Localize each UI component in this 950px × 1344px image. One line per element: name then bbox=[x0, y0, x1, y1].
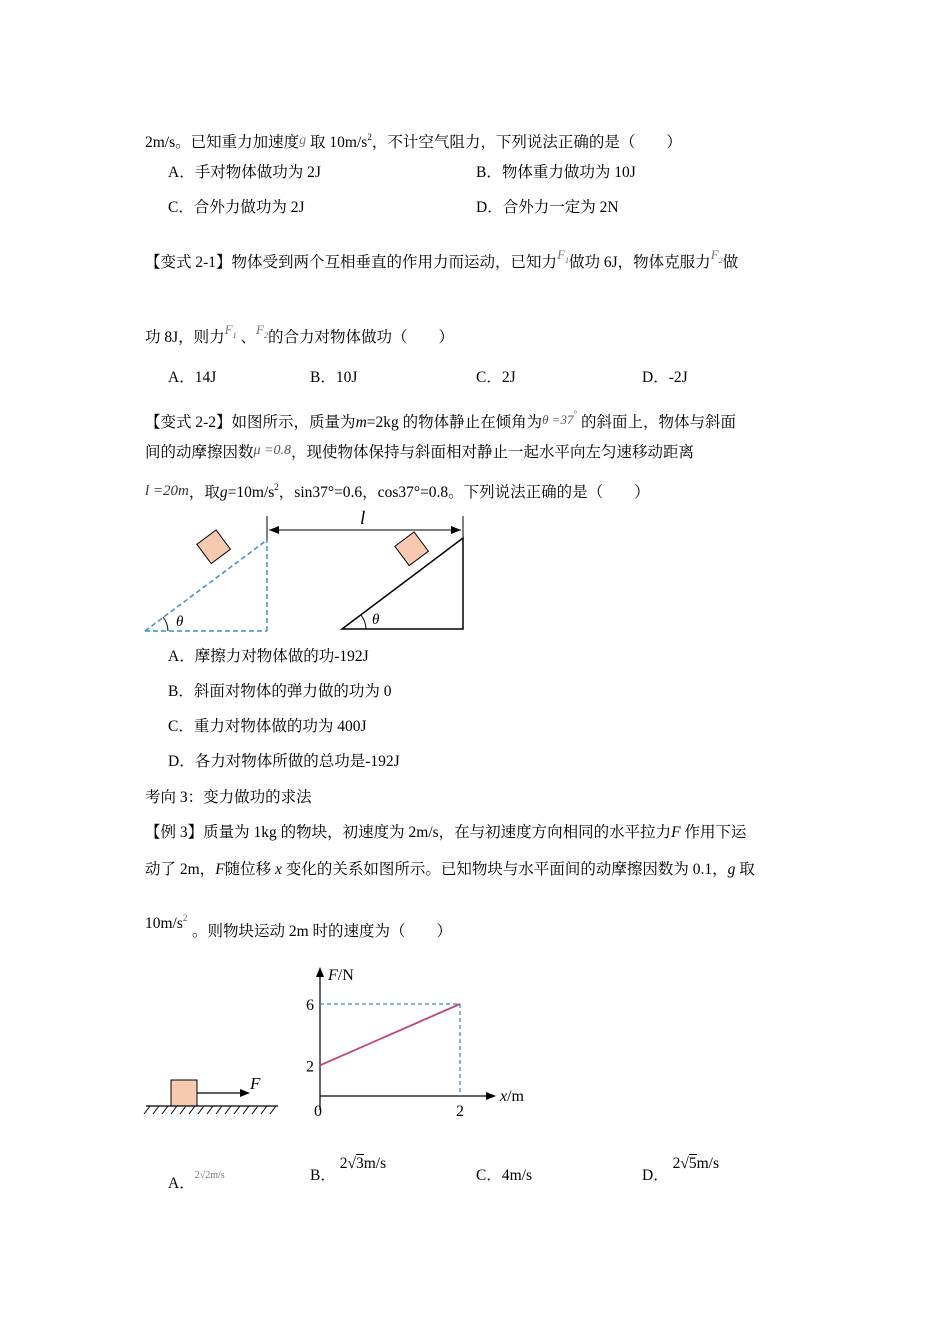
l-equation: l =20m bbox=[145, 483, 189, 499]
v22-option-b[interactable]: B．斜面对物体的弹力做的功为 0 bbox=[168, 683, 392, 700]
distance-label: l bbox=[360, 508, 366, 529]
hatch-line bbox=[252, 1106, 258, 1114]
v21-option-b[interactable]: B．10J bbox=[310, 369, 358, 386]
force-line bbox=[320, 1004, 460, 1065]
ex3-line2-c: 变化的关系如图所示。已知物块与水平面间的动摩擦因数为 0.1， bbox=[285, 861, 728, 878]
v21-text-b: 做功 6J，物体克服力 bbox=[569, 254, 711, 271]
example-3-line2 bbox=[145, 860, 755, 880]
ex3-option-b-value: 2√3m/s bbox=[339, 1155, 387, 1172]
ex3-option-a-label: A． bbox=[168, 1175, 195, 1192]
g-symbol: g bbox=[299, 133, 307, 148]
force-arrow-head bbox=[240, 1089, 250, 1097]
g-symbol-2: g bbox=[219, 484, 228, 501]
hatch-line bbox=[234, 1106, 240, 1114]
hatch-line bbox=[162, 1106, 168, 1114]
ex3-line2-a: 动了 2m， bbox=[145, 861, 216, 878]
ex3-option-d[interactable] bbox=[642, 1155, 719, 1186]
variant-2-1-line1 bbox=[145, 245, 738, 273]
f-symbol-2: F bbox=[215, 861, 225, 878]
dashed-block bbox=[197, 530, 231, 564]
m-symbol: m bbox=[355, 414, 367, 431]
theta-equation: θ =37° bbox=[542, 409, 578, 427]
v22-line2-a: 间的动摩擦因数 bbox=[145, 444, 254, 461]
v22-line2-b: ，现使物体保持与斜面相对静止一起水平向左匀速移动距离 bbox=[291, 444, 695, 461]
f2-symbol-2: F2 bbox=[256, 322, 268, 340]
origin-label: 0 bbox=[314, 1103, 322, 1120]
example-3-line3b: 。则物块运动 2m 时的速度为（ ） bbox=[192, 923, 453, 940]
x-axis-arrow bbox=[486, 1092, 496, 1100]
y-axis-label: F/N bbox=[328, 967, 354, 984]
f1-symbol-2: F1 bbox=[224, 322, 237, 340]
hatch-line bbox=[171, 1106, 177, 1114]
hatch-line bbox=[153, 1106, 159, 1114]
v22-option-a[interactable]: A．摩擦力对物体做的功-192J bbox=[168, 648, 369, 665]
ex3-line2-b: 随位移 bbox=[224, 861, 272, 878]
v21-line2-b: 的合力对物体做功（ ） bbox=[267, 329, 454, 346]
v21-text-a: 物体受到两个互相垂直的作用力而运动，已知力 bbox=[231, 254, 558, 271]
dimension-arrow-left bbox=[269, 526, 279, 534]
v22-line3-b: =10m/s bbox=[227, 484, 275, 501]
ex3-option-b[interactable] bbox=[310, 1155, 387, 1186]
v22-line3-a: ，取 bbox=[188, 484, 220, 501]
ex3-text-a: 质量为 1kg 的物块，初速度为 2m/s，在与初速度方向相同的水平拉力 bbox=[203, 824, 672, 841]
g-symbol-3: g bbox=[727, 861, 736, 878]
v22-text-c: 的斜面上，物体与斜面 bbox=[581, 414, 737, 431]
incline-figure bbox=[140, 510, 480, 640]
prev-text-b: 取 10m/s bbox=[310, 134, 368, 151]
example-3-line3a bbox=[145, 908, 187, 934]
block-diagram bbox=[140, 1075, 290, 1125]
variant-2-2-line3 bbox=[145, 477, 650, 503]
x-axis-label: x/m bbox=[500, 1088, 524, 1105]
dimension-arrow-right bbox=[451, 526, 461, 534]
prev-option-a[interactable]: A．手对物体做功为 2J bbox=[168, 164, 321, 181]
hatch-line bbox=[189, 1106, 195, 1114]
hatch-line bbox=[270, 1106, 276, 1114]
ex3-option-d-label: D． bbox=[642, 1167, 669, 1184]
ex3-text-b: 作用下运 bbox=[684, 824, 747, 841]
hatch-line bbox=[207, 1106, 213, 1114]
v21-option-a[interactable]: A．14J bbox=[168, 369, 217, 386]
v21-text-c: 做 bbox=[722, 254, 739, 271]
hatch-line bbox=[261, 1106, 267, 1114]
f1-symbol: F1 bbox=[557, 247, 570, 265]
sup-2: 2 bbox=[367, 132, 372, 142]
f2-symbol: F2 bbox=[710, 247, 723, 265]
hatch-line bbox=[198, 1106, 204, 1114]
prev-text-c: ，不计空气阻力，下列说法正确的是（ ） bbox=[371, 134, 682, 151]
theta-label-dashed: θ bbox=[176, 614, 184, 630]
example-3-tag: 【例 3】 bbox=[145, 824, 204, 841]
ex3-line2-d: 取 bbox=[739, 861, 755, 878]
ex3-option-d-value: 2√5m/s bbox=[672, 1155, 719, 1172]
sup-2c: 2 bbox=[182, 913, 188, 923]
sup-2b: 2 bbox=[274, 482, 279, 492]
variant-2-2-tag: 【变式 2-2】 bbox=[145, 414, 232, 431]
variant-2-1-tag: 【变式 2-1】 bbox=[145, 254, 232, 271]
ex3-option-a-value: 2√2m/s bbox=[194, 1170, 225, 1181]
v22-option-c[interactable]: C．重力对物体做的功为 400J bbox=[168, 718, 367, 735]
x-symbol: x bbox=[275, 861, 282, 878]
section-heading-3: 考向 3：变力做功的求法 bbox=[145, 789, 312, 806]
v21-option-d[interactable]: D．-2J bbox=[642, 369, 688, 386]
v22-option-d[interactable]: D．各力对物体所做的总功是-192J bbox=[168, 753, 400, 770]
ex3-option-b-label: B． bbox=[310, 1167, 336, 1184]
variant-2-2-line2 bbox=[145, 441, 694, 463]
prev-question-line bbox=[145, 127, 682, 153]
v22-text-b: =2kg 的物体静止在倾角为 bbox=[366, 414, 543, 431]
solid-block bbox=[395, 532, 429, 566]
v21-option-c[interactable]: C．2J bbox=[476, 369, 516, 386]
prev-option-b[interactable]: B．物体重力做功为 10J bbox=[476, 164, 636, 181]
mu-equation: μ =0.8 bbox=[253, 443, 291, 458]
ground-hatching bbox=[144, 1106, 276, 1114]
v21-sep: 、 bbox=[240, 329, 257, 346]
f-symbol: F bbox=[671, 824, 681, 841]
variant-2-1-line2 bbox=[145, 320, 454, 348]
ex3-option-a[interactable] bbox=[168, 1166, 225, 1194]
prev-option-c[interactable]: C．合外力做功为 2J bbox=[168, 199, 305, 216]
v21-line2-a: 功 8J，则力 bbox=[145, 329, 225, 346]
y-tick-label: 6 bbox=[306, 997, 314, 1014]
v22-line3-c: ，sin37°=0.6，cos37°=0.8。下列说法正确的是（ ） bbox=[278, 484, 650, 501]
block bbox=[171, 1080, 197, 1106]
hatch-line bbox=[243, 1106, 249, 1114]
prev-text-a: 2m/s。已知重力加速度 bbox=[145, 134, 300, 151]
ex3-option-c[interactable]: C．4m/s bbox=[476, 1167, 532, 1184]
force-displacement-graph bbox=[298, 962, 538, 1122]
angle-arc-dashed bbox=[163, 617, 168, 631]
angle-arc-solid bbox=[361, 615, 366, 629]
example-3-line1 bbox=[145, 823, 747, 843]
x-tick-label: 2 bbox=[456, 1103, 464, 1120]
y-axis-arrow bbox=[316, 967, 324, 977]
hatch-line bbox=[225, 1106, 231, 1114]
prev-option-d[interactable]: D．合外力一定为 2N bbox=[476, 199, 619, 216]
hatch-line bbox=[180, 1106, 186, 1114]
variant-2-2-line1 bbox=[145, 404, 736, 433]
hatch-line bbox=[144, 1106, 150, 1114]
ex3-line3-a: 10m/s bbox=[145, 915, 183, 932]
force-label: F bbox=[250, 1074, 261, 1093]
hatch-line bbox=[216, 1106, 222, 1114]
theta-label-solid: θ bbox=[372, 612, 380, 628]
v22-text-a: 如图所示，质量为 bbox=[231, 414, 356, 431]
y-tick-label: 2 bbox=[306, 1058, 314, 1076]
